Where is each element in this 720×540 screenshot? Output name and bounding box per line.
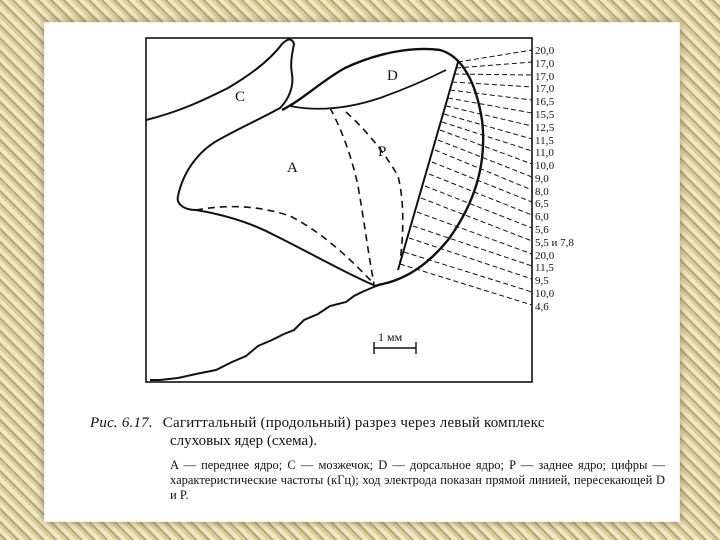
- label-c: C: [235, 89, 246, 105]
- frequency-label: 20,0: [535, 250, 555, 262]
- frequency-labels: [535, 45, 574, 313]
- frequency-label: 12,5: [535, 122, 555, 134]
- caption-title-part1: Сагиттальный (продольный) разрез через левый комплекс: [162, 415, 545, 431]
- frequency-label: 6,0: [535, 211, 549, 223]
- frequency-label: 11,5: [535, 262, 554, 274]
- label-p: P: [378, 144, 387, 160]
- frequency-label: 6,5: [535, 198, 549, 210]
- caption-title: [90, 414, 665, 432]
- boundary-a-p: [330, 108, 374, 284]
- frequency-label: 5,6: [535, 224, 549, 236]
- frequency-label: 17,0: [535, 71, 555, 83]
- frequency-label: 11,0: [535, 147, 554, 159]
- label-a: A: [287, 160, 298, 176]
- frequency-label: 10,0: [535, 288, 555, 300]
- frequency-label: 20,0: [535, 45, 555, 57]
- figure-number: Рис. 6.17.: [90, 415, 153, 431]
- frequency-label: 16,5: [535, 96, 555, 108]
- label-d: D: [387, 68, 398, 84]
- frequency-label: 9,5: [535, 275, 549, 287]
- cerebellum-outline: [146, 40, 294, 211]
- frequency-label: 17,0: [535, 83, 555, 95]
- caption-title-part2: слуховых ядер (схема).: [170, 433, 317, 449]
- boundary-p-d: [346, 112, 403, 262]
- frequency-label: 17,0: [535, 58, 555, 70]
- caption-legend: A — переднее ядро; C — мозжечок; D — дорсальное ядро; P — заднее ядро; цифры — характеристические частоты (кГц); ход электрода показан прямой линией, пересекающей D и P.: [170, 458, 665, 502]
- frequency-label: 10,0: [535, 160, 555, 172]
- nucleus-outline: [282, 49, 483, 286]
- frequency-label: 4,6: [535, 301, 549, 313]
- frequency-label: 15,5: [535, 109, 555, 121]
- figure-caption: [90, 414, 665, 503]
- frequency-label: 9,0: [535, 173, 549, 185]
- frequency-label: 11,5: [535, 135, 554, 147]
- scale-bar-label: 1 мм: [378, 330, 403, 344]
- frequency-label: 8,0: [535, 186, 549, 198]
- frequency-label: 5,5 и 7,8: [535, 237, 574, 249]
- lower-edge: [150, 210, 376, 380]
